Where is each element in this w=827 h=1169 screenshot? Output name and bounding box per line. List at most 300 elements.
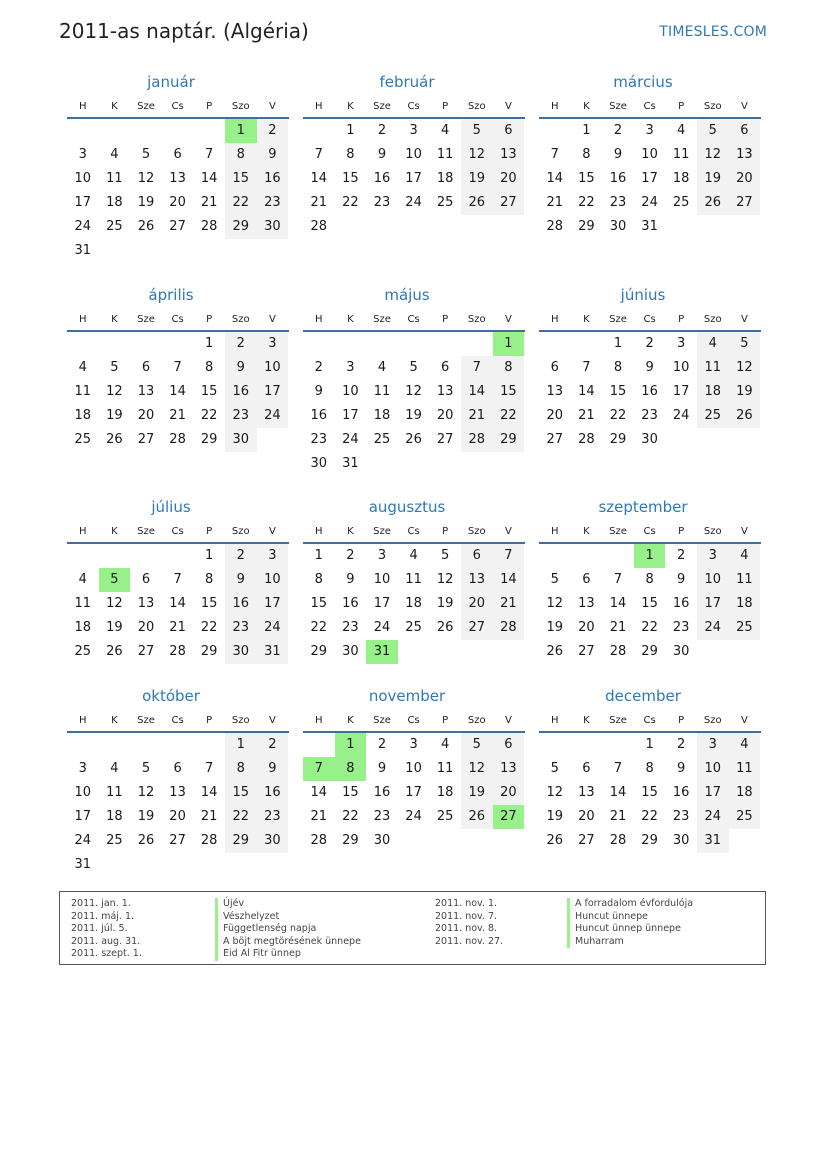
day-cell: 28 (609, 833, 627, 848)
holiday-name: Huncut ünnep ünnepe (575, 923, 681, 934)
month-block (303, 686, 525, 853)
day-cell: 7 (550, 147, 559, 162)
week-row (303, 829, 525, 853)
week-row (303, 592, 525, 616)
empty-cell (257, 853, 289, 877)
week-row (539, 332, 761, 356)
day-cell: 24 (74, 833, 92, 848)
day-cell: 25 (436, 809, 454, 824)
week-row (303, 332, 525, 356)
day-cell: 10 (641, 147, 658, 162)
day-cell: 2 (613, 123, 623, 138)
weekday-label: Szo (231, 714, 250, 726)
day-cell: 19 (461, 167, 493, 191)
day-cell: 20 (578, 809, 595, 824)
empty-cell (162, 239, 194, 263)
day-cell: 26 (697, 191, 729, 215)
day-cell: 21 (609, 809, 627, 824)
day-cell: 17 (641, 171, 658, 186)
day-cell: 25 (405, 620, 422, 635)
day-cell: 17 (373, 596, 391, 611)
day-cell: 11 (74, 596, 92, 611)
day-cell: 24 (405, 195, 422, 210)
day-cell: 4 (441, 737, 450, 752)
empty-cell (366, 452, 398, 476)
day-cell: 16 (609, 171, 627, 186)
day-cell: 24 (672, 408, 690, 423)
month-name: július (151, 498, 191, 516)
day-cell: 25 (436, 195, 454, 210)
weekday-label: Sze (609, 100, 627, 112)
empty-cell (461, 452, 493, 476)
holiday-name: A böjt megtörésének ünnepe (223, 935, 361, 947)
weekday-label: Sze (609, 714, 627, 726)
day-cell: 1 (582, 123, 591, 138)
day-cell: 15 (578, 171, 595, 186)
day-cell: 31 (74, 857, 92, 872)
weekday-label: P (206, 313, 213, 325)
week-row (67, 805, 289, 829)
day-cell: 10 (405, 761, 422, 776)
weekday-header (539, 95, 761, 119)
day-cell: 18 (436, 785, 454, 800)
day-cell: 28 (169, 432, 186, 447)
day-cell: 18 (672, 171, 690, 186)
empty-cell (429, 215, 461, 239)
empty-cell (398, 640, 430, 664)
day-cell: 5 (409, 360, 418, 375)
day-cell: 25 (106, 833, 123, 848)
weekday-label: K (583, 714, 590, 726)
weekday-label: K (583, 313, 590, 325)
empty-cell (398, 829, 430, 853)
week-row (539, 757, 761, 781)
week-row (303, 119, 525, 143)
day-cell: 27 (137, 432, 155, 447)
weekday-label: H (551, 313, 559, 325)
day-cell: 2 (377, 123, 387, 138)
day-cell: 2 (677, 548, 686, 563)
weekday-label: Sze (373, 525, 391, 537)
day-cell: 18 (74, 620, 92, 635)
empty-cell (99, 733, 131, 757)
day-cell: 26 (137, 219, 155, 234)
day-cell: 24 (373, 620, 391, 635)
day-cell: 28 (578, 432, 595, 447)
day-cell: 18 (697, 380, 729, 404)
day-cell: 17 (74, 809, 92, 824)
empty-cell (461, 829, 493, 853)
weekday-header (303, 709, 525, 733)
day-cell: 13 (578, 596, 595, 611)
day-cell: 11 (672, 147, 690, 162)
month-name: november (368, 687, 446, 705)
weekday-label: V (268, 525, 276, 537)
day-cell: 31 (697, 829, 729, 853)
day-cell: 22 (342, 809, 359, 824)
weekday-label: P (678, 100, 685, 112)
day-cell: 28 (200, 219, 218, 234)
week-row (539, 733, 761, 757)
day-cell: 3 (645, 123, 654, 138)
day-cell: 16 (257, 167, 289, 191)
day-cell: 13 (546, 384, 564, 399)
holiday-name: Újév (223, 898, 245, 909)
day-cell: 17 (405, 171, 422, 186)
day-cell: 11 (436, 147, 454, 162)
day-cell: 19 (697, 167, 729, 191)
day-cell: 23 (672, 809, 690, 824)
day-cell: 28 (200, 833, 218, 848)
empty-cell (697, 215, 729, 239)
day-cell: 27 (578, 833, 595, 848)
day-cell: 13 (169, 171, 186, 186)
week-row (67, 829, 289, 853)
day-cell: 14 (609, 596, 627, 611)
day-cell: 6 (493, 733, 525, 757)
week-row (303, 616, 525, 640)
weekday-header (67, 95, 289, 119)
week-row (67, 119, 289, 143)
day-cell: 4 (377, 360, 387, 375)
day-cell: 20 (436, 408, 454, 423)
day-cell: 29 (310, 644, 328, 659)
day-cell: 26 (405, 432, 422, 447)
week-row (67, 143, 289, 167)
day-cell: 9 (677, 761, 686, 776)
day-cell: 2 (314, 360, 323, 375)
day-cell: 5 (141, 761, 151, 776)
week-row (67, 404, 289, 428)
day-cell: 30 (225, 428, 257, 452)
week-row (539, 544, 761, 568)
day-cell: 7 (303, 757, 335, 781)
month-block (67, 285, 289, 452)
day-cell: 4 (78, 360, 87, 375)
weekday-label: H (551, 714, 559, 726)
day-cell: 10 (342, 384, 359, 399)
day-cell: 25 (74, 432, 92, 447)
day-cell: 14 (578, 384, 595, 399)
day-cell: 16 (641, 384, 658, 399)
day-cell: 8 (645, 572, 654, 587)
day-cell: 29 (609, 432, 627, 447)
day-cell: 2 (257, 733, 289, 757)
week-row (539, 143, 761, 167)
weekday-label: V (740, 100, 748, 112)
empty-cell (493, 452, 525, 476)
day-cell: 2 (346, 548, 355, 563)
day-cell: 4 (78, 572, 87, 587)
brand-link[interactable]: TIMESLES.COM (659, 24, 767, 40)
weekday-label: P (442, 525, 449, 537)
day-cell: 14 (200, 171, 218, 186)
month-name: május (384, 286, 430, 304)
day-cell: 15 (342, 785, 359, 800)
day-cell: 19 (137, 195, 155, 210)
day-cell: 19 (461, 781, 493, 805)
day-cell: 5 (697, 119, 729, 143)
day-cell: 16 (257, 781, 289, 805)
week-row (67, 853, 289, 877)
day-cell: 20 (137, 408, 155, 423)
day-cell: 1 (335, 733, 367, 757)
weekday-label: P (678, 313, 685, 325)
day-cell: 15 (641, 785, 658, 800)
weekday-label: V (504, 100, 512, 112)
day-cell: 1 (225, 119, 257, 143)
day-cell: 14 (169, 384, 186, 399)
day-cell: 12 (106, 596, 123, 611)
holiday-names-col1 (215, 898, 361, 961)
day-cell: 22 (225, 805, 257, 829)
empty-cell (429, 452, 461, 476)
weekday-header (303, 520, 525, 544)
day-cell: 14 (169, 596, 186, 611)
week-row (67, 215, 289, 239)
day-cell: 27 (436, 432, 454, 447)
day-cell: 3 (409, 737, 418, 752)
day-cell: 25 (373, 432, 391, 447)
day-cell: 8 (225, 143, 257, 167)
holiday-names-col2 (567, 898, 693, 948)
day-cell: 18 (74, 408, 92, 423)
weekday-label: K (347, 313, 354, 325)
weekday-header (539, 709, 761, 733)
week-row (539, 191, 761, 215)
week-row (303, 215, 525, 239)
day-cell: 21 (609, 620, 627, 635)
day-cell: 8 (205, 572, 214, 587)
day-cell: 13 (137, 596, 155, 611)
empty-cell (398, 215, 430, 239)
month-block (303, 285, 525, 476)
weekday-label: K (111, 525, 118, 537)
week-row (539, 404, 761, 428)
empty-cell (225, 853, 257, 877)
day-cell: 15 (310, 596, 328, 611)
month-block (67, 72, 289, 263)
empty-cell (162, 119, 194, 143)
week-row (303, 452, 525, 476)
day-cell: 9 (645, 360, 654, 375)
month-name: március (613, 73, 673, 91)
day-cell: 14 (461, 380, 493, 404)
day-cell: 6 (461, 544, 493, 568)
day-cell: 1 (645, 737, 654, 752)
week-row (67, 568, 289, 592)
day-cell: 3 (697, 544, 729, 568)
month-name: augusztus (368, 498, 446, 516)
weekday-label: Cs (407, 313, 420, 325)
weekday-label: Cs (171, 313, 184, 325)
day-cell: 1 (205, 548, 214, 563)
holiday-name: Vészhelyzet (223, 910, 280, 922)
day-cell: 20 (546, 408, 564, 423)
day-cell: 25 (729, 616, 761, 640)
day-cell: 23 (609, 195, 627, 210)
day-cell: 22 (609, 408, 627, 423)
day-cell: 17 (405, 785, 422, 800)
day-cell: 23 (641, 408, 658, 423)
day-cell: 13 (493, 143, 525, 167)
weekday-label: Szo (703, 100, 722, 112)
day-cell: 23 (373, 195, 391, 210)
day-cell: 17 (74, 195, 92, 210)
day-cell: 10 (697, 757, 729, 781)
weekday-label: Cs (407, 714, 420, 726)
day-cell: 3 (78, 147, 87, 162)
day-cell: 29 (641, 833, 658, 848)
month-block (539, 497, 761, 664)
day-cell: 25 (697, 404, 729, 428)
holiday-date: 2011. nov. 1. (435, 898, 498, 909)
day-cell: 7 (613, 761, 623, 776)
day-cell: 2 (225, 544, 257, 568)
weekday-label: Sze (137, 525, 155, 537)
day-cell: 4 (409, 548, 418, 563)
day-cell: 8 (613, 360, 623, 375)
day-cell: 21 (310, 809, 328, 824)
day-cell: 3 (257, 544, 289, 568)
empty-cell (429, 829, 461, 853)
weekday-label: H (315, 525, 323, 537)
empty-cell (602, 544, 634, 568)
weekday-header (539, 520, 761, 544)
day-cell: 7 (205, 147, 214, 162)
month-block (539, 72, 761, 239)
weekday-label: H (79, 525, 87, 537)
day-cell: 6 (141, 572, 151, 587)
day-cell: 19 (106, 620, 123, 635)
day-cell: 23 (310, 432, 328, 447)
day-cell: 3 (677, 336, 686, 351)
day-cell: 13 (461, 568, 493, 592)
day-cell: 21 (169, 408, 186, 423)
day-cell: 27 (493, 191, 525, 215)
week-row (303, 733, 525, 757)
day-cell: 28 (493, 616, 525, 640)
day-cell: 21 (169, 620, 186, 635)
day-cell: 7 (173, 572, 182, 587)
weekday-label: V (740, 313, 748, 325)
empty-cell (602, 733, 634, 757)
day-cell: 25 (74, 644, 92, 659)
day-cell: 5 (550, 572, 559, 587)
day-cell: 7 (314, 147, 323, 162)
empty-cell (539, 119, 571, 143)
day-cell: 22 (225, 191, 257, 215)
day-cell: 3 (78, 761, 87, 776)
day-cell: 29 (200, 644, 218, 659)
weekday-label: Szo (703, 525, 722, 537)
day-cell: 27 (169, 833, 186, 848)
day-cell: 18 (106, 195, 123, 210)
day-cell: 5 (110, 360, 119, 375)
weekday-label: Szo (467, 714, 486, 726)
day-cell: 24 (74, 219, 92, 234)
day-cell: 31 (641, 219, 658, 234)
weekday-label: Sze (373, 313, 391, 325)
weekday-label: Sze (137, 714, 155, 726)
day-cell: 8 (225, 757, 257, 781)
day-cell: 28 (169, 644, 186, 659)
week-row (67, 239, 289, 263)
empty-cell (67, 544, 99, 568)
day-cell: 15 (493, 380, 525, 404)
month-name: április (148, 286, 194, 304)
holiday-name: Eid Al Fitr ünnep (223, 948, 301, 959)
week-row (539, 781, 761, 805)
weekday-label: Szo (703, 714, 722, 726)
day-cell: 16 (310, 408, 328, 423)
day-cell: 15 (200, 384, 218, 399)
day-cell: 21 (493, 592, 525, 616)
day-cell: 3 (409, 123, 418, 138)
empty-cell (162, 332, 194, 356)
empty-cell (335, 332, 367, 356)
week-row (539, 356, 761, 380)
empty-cell (303, 119, 335, 143)
weekday-header (539, 308, 761, 332)
day-cell: 23 (257, 191, 289, 215)
weekday-label: H (79, 714, 87, 726)
empty-cell (366, 332, 398, 356)
day-cell: 24 (342, 432, 359, 447)
month-block (539, 285, 761, 452)
weekday-label: V (504, 313, 512, 325)
day-cell: 21 (200, 809, 218, 824)
weekday-label: K (347, 100, 354, 112)
empty-cell (130, 119, 162, 143)
day-cell: 13 (493, 757, 525, 781)
day-cell: 21 (578, 408, 595, 423)
day-cell: 30 (225, 640, 257, 664)
weekday-label: Sze (373, 714, 391, 726)
holiday-date: 2011. máj. 1. (71, 910, 135, 922)
weekday-label: V (740, 525, 748, 537)
weekday-header (303, 95, 525, 119)
week-row (303, 191, 525, 215)
holidays-legend (59, 891, 766, 965)
empty-cell (335, 215, 367, 239)
day-cell: 12 (546, 785, 564, 800)
day-cell: 28 (310, 833, 328, 848)
day-cell: 2 (377, 737, 387, 752)
day-cell: 15 (200, 596, 218, 611)
day-cell: 12 (461, 757, 493, 781)
empty-cell (257, 428, 289, 452)
day-cell: 19 (405, 408, 422, 423)
weekday-label: H (315, 313, 323, 325)
empty-cell (539, 733, 571, 757)
day-cell: 22 (200, 408, 218, 423)
month-name: június (620, 286, 666, 304)
weekday-label: Cs (171, 714, 184, 726)
week-row (67, 332, 289, 356)
weekday-header (67, 308, 289, 332)
day-cell: 1 (205, 336, 214, 351)
holiday-name: Muharram (575, 935, 624, 947)
day-cell: 23 (225, 616, 257, 640)
day-cell: 3 (697, 733, 729, 757)
day-cell: 1 (225, 733, 257, 757)
empty-cell (665, 428, 697, 452)
day-cell: 1 (493, 332, 525, 356)
day-cell: 10 (74, 785, 92, 800)
weekday-label: H (79, 313, 87, 325)
day-cell: 9 (257, 143, 289, 167)
